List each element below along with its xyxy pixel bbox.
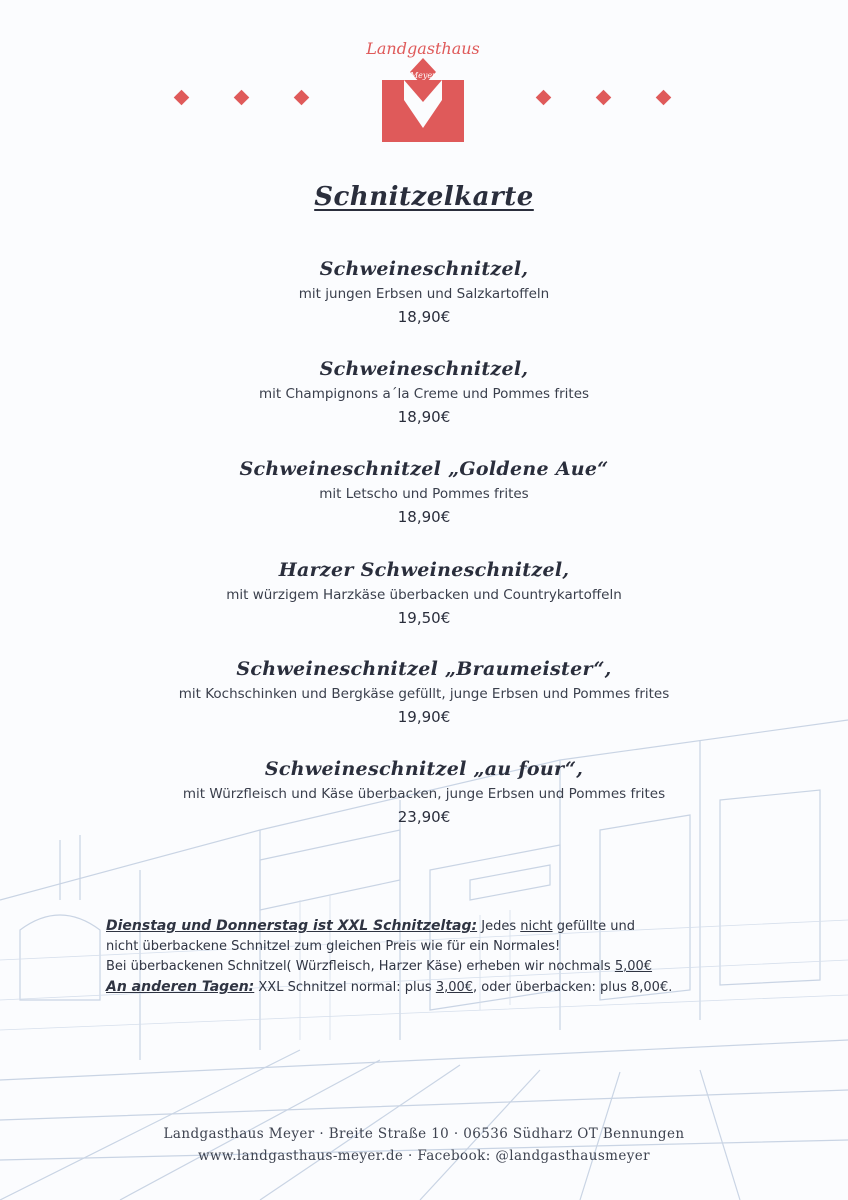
logo-m-mark	[358, 40, 488, 150]
dish-price: 18,90€	[397, 308, 451, 326]
menu-item	[60, 258, 788, 326]
notice-text: Jedes	[477, 919, 521, 934]
notice-emphasis: nicht	[520, 919, 553, 934]
notice-line	[106, 916, 756, 937]
footer-address: Landgasthaus Meyer · Breite Straße 10 · 06536 Südharz OT Bennungen	[163, 1126, 685, 1142]
menu-item	[60, 559, 788, 627]
dish-description: mit Champignons a´la Creme und Pommes frites	[258, 386, 590, 402]
logo-sub-text: Meyer	[409, 71, 437, 80]
dish-description: mit Kochschinken und Bergkäse gefüllt, junge Erbsen und Pommes frites	[178, 686, 670, 702]
notice-line	[106, 957, 756, 977]
restaurant-logo	[358, 40, 488, 150]
notice-text: gefüllte und	[552, 919, 635, 934]
notice-price: 5,00€	[614, 959, 653, 974]
xxl-schnitzel-notice	[106, 916, 756, 998]
dish-description: mit jungen Erbsen und Salzkartoffeln	[298, 286, 550, 302]
menu-item	[60, 758, 788, 826]
dish-description: mit Letscho und Pommes frites	[319, 486, 529, 502]
menu-title: Schnitzelkarte	[314, 182, 534, 212]
menu-item	[60, 458, 788, 526]
notice-line: nicht überbackene Schnitzel zum gleichen Preis wie für ein Normales!	[106, 939, 561, 954]
dish-name: Schweineschnitzel „Braumeister“,	[236, 658, 612, 680]
dish-name: Schweineschnitzel,	[319, 358, 529, 380]
notice-text: Bei überbackenen Schnitzel( Würzfleisch, Harzer Käse) erheben wir nochmals	[106, 959, 615, 974]
notice-headline: Dienstag und Donnerstag ist XXL Schnitzeltag:	[106, 918, 478, 934]
notice-text: , oder überbacken: plus 8,00€.	[473, 980, 673, 995]
dish-price: 18,90€	[397, 508, 451, 526]
menu-item	[60, 358, 788, 426]
dish-price: 19,50€	[397, 609, 451, 627]
logo-brand-text: Landgasthaus	[366, 40, 480, 58]
notice-price: 3,00€	[435, 980, 474, 995]
dish-name: Schweineschnitzel „Goldene Aue“	[239, 458, 609, 480]
dish-description: mit Würzfleisch und Käse überbacken, junge Erbsen und Pommes frites	[182, 786, 666, 802]
dish-price: 19,90€	[397, 708, 451, 726]
footer-web: www.landgasthaus-meyer.de · Facebook: @landgasthausmeyer	[197, 1148, 651, 1164]
notice-line	[106, 977, 756, 998]
dish-price: 23,90€	[397, 808, 451, 826]
dish-name: Harzer Schweineschnitzel,	[278, 559, 570, 581]
notice-label: An anderen Tagen:	[106, 979, 255, 995]
menu-item	[60, 658, 788, 726]
dish-description: mit würzigem Harzkäse überbacken und Countrykartoffeln	[226, 587, 622, 603]
dish-name: Schweineschnitzel,	[319, 258, 529, 280]
dish-price: 18,90€	[397, 408, 451, 426]
dish-name: Schweineschnitzel „au four“,	[264, 758, 584, 780]
notice-text: XXL Schnitzel normal: plus	[254, 980, 436, 995]
